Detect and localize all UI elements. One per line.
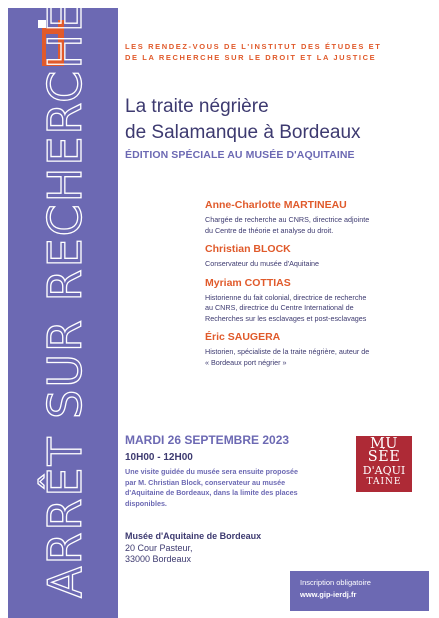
speaker-description [205,215,415,236]
speaker-name: Christian BLOCK [205,243,291,255]
visit-note [125,467,340,509]
speaker-description-line: Recherches sur les esclavages et post-esclavages [205,313,367,323]
venue-street: 20 Cour Pasteur, [125,543,193,553]
speaker-item [205,277,415,325]
musee-aquitaine-logo [356,436,412,492]
page-title [125,94,425,146]
registration-box [290,571,429,611]
series-header-line: DE LA RECHERCHE SUR LE DROIT ET LA JUSTICE [125,53,377,62]
speaker-item [205,199,415,236]
speaker-description-line: Historien, spécialiste de la traite négrière, auteur de [205,347,370,356]
speaker-description-line: Conservateur du musée d'Aquitaine [205,259,320,268]
speaker-description [205,293,415,325]
page-subtitle: ÉDITION SPÉCIALE AU MUSÉE D'AQUITAINE [125,149,355,161]
sidebar-vertical-title: ARRÊT SUR RECHERCHE [38,1,92,598]
museum-logo-line: TAINE [366,477,402,487]
event-date: MARDI 26 SEPTEMBRE 2023 [125,433,290,447]
visit-note-line: disponibles. [125,498,167,508]
title-line: de Salamanque à Bordeaux [125,122,361,143]
speaker-list [205,199,415,375]
series-header-line: LES RENDEZ-VOUS DE L'INSTITUT DES ÉTUDES ET [125,42,382,51]
venue-address [125,531,261,565]
speaker-name: Éric SAUGERA [205,331,281,343]
speaker-description-line: Historienne du fait colonial, directrice de recherche [205,292,367,302]
speaker-item [205,331,415,368]
museum-logo-line: D'AQUI [362,464,406,477]
registration-label: Inscription obligatoire [300,578,371,587]
speaker-description [205,259,415,270]
visit-note-line: Une visite guidée du musée sera ensuite proposée [125,467,298,476]
speaker-description-line: « Bordeaux port négrier » [205,357,287,367]
event-time: 10H00 - 12H00 [125,452,193,463]
registration-link[interactable]: www.gip-ierdj.fr [300,590,357,599]
speaker-name: Myriam COTTIAS [205,276,291,289]
series-header [125,41,425,63]
visit-note-line: d'Aquitaine de Bordeaux, dans la limite des places [125,488,298,497]
speaker-description-line: du Centre de théorie et analyse du droit. [205,225,334,235]
speaker-item [205,243,415,270]
venue-name: Musée d'Aquitaine de Bordeaux [125,531,262,541]
speaker-description-line: Chargée de recherche au CNRS, directrice adjointe [205,215,370,224]
speaker-description-line: au CNRS, directrice du Centre International de [205,303,354,312]
museum-logo-line: MU SÉE [367,436,401,465]
visit-note-line: par M. Christian Block, conservateur au musée [125,477,286,487]
speaker-name: Anne-Charlotte MARTINEAU [205,199,347,211]
venue-city: 33000 Bordeaux [125,554,192,564]
title-line: La traite négrière [125,96,269,117]
speaker-description [205,347,415,368]
